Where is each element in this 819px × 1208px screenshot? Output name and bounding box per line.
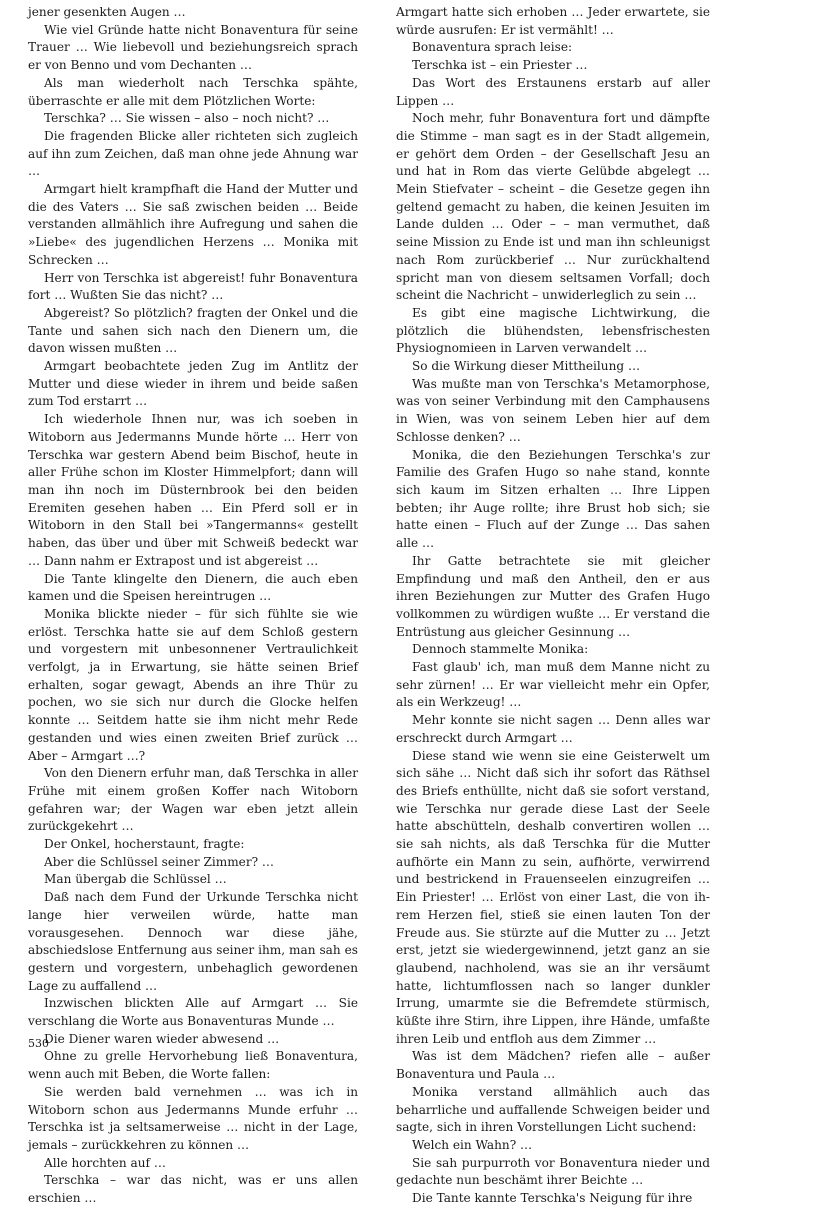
left-text-column [28, 4, 358, 1208]
paragraph: Die Diener waren wieder abwesend … [44, 1031, 280, 1046]
paragraph: Ohne zu grelle Hervorhebung ließ Bonaventura, wenn auch mit Beben, die Worte fallen: [28, 1049, 358, 1082]
paragraph: Abgereist? So plötzlich? fragten der Onkel und die Tante und sahen sich nach den Dienern um, die davon wissen mußten … [28, 305, 358, 356]
paragraph: Aber die Schlüssel seiner Zimmer? … [44, 854, 275, 869]
paragraph: Terschka – war das nicht, was er uns allen erschien … [28, 1173, 358, 1206]
paragraph: Von den Dienern erfuhr man, daß Terschka in aller Frühe mit einem großen Koffer nach Witoborn gefahren war; der Wagen war eben jetzt allein zurückgekehrt … [28, 766, 358, 834]
paragraph: Bonaventura sprach leise: [412, 40, 573, 55]
paragraph: Inzwischen blickten Alle auf Armgart … Sie verschlang die Worte aus Bonaventuras Munde … [28, 996, 358, 1029]
paragraph: Man übergab die Schlüssel … [44, 872, 227, 887]
paragraph: Diese stand wie wenn sie eine Geisterwelt um sich sähe … Nicht daß sich ihr sofort das Räthsel des Briefs enthüllte, nicht daß sie sofort verstand, wie Terschka nur gerade diese Last der Seele hatte abschütteln, deshalb convertiren wollen … sie sah nichts, als daß Terschka für die Mutter aufhörte ein Mann zu sein, aufhörte, verwirrend und bestrickend in Frauenseelen einzugreifen … Ein Priester! … Erlöst von einer Last, die von ihrem Herzen fiel, stieß sie einen lauten Ton der Freude aus. Sie stürzte auf die Mutter zu … Jetzt erst, jetzt sie wiedergewinnend, jetzt ganz an sie glaubend, nachholend, was sie an ihr versäumt hatte, lichtumflossen nach so langer dunkler Irrung, umarmte sie die Befremdete stürmisch, küßte ihre Stirn, ihre Lippen, ihre Hände, umfaßte ihren Leib und entfloh aus dem Zimmer … [396, 748, 710, 1046]
paragraph: Fast glaub' ich, man muß dem Manne nicht zu sehr zürnen! … Er war vielleicht mehr ein Opfer, als ein Werkzeug! … [396, 660, 710, 710]
paragraph: Mehr konnte sie nicht sagen … Denn alles war erschreckt durch Armgart … [396, 713, 710, 745]
paragraph: Die Tante klingelte den Dienern, die auch eben kamen und die Speisen hereintrugen … [28, 571, 358, 604]
paragraph: Herr von Terschka ist abgereist! fuhr Bonaventura fort … Wußten Sie das nicht? … [28, 270, 358, 303]
paragraph: Armgart hatte sich erhoben … Jeder erwartete, sie würde ausrufen: Er ist vermählt! … [396, 5, 710, 37]
paragraph: Das Wort des Erstaunens erstarb auf aller Lippen … [396, 75, 710, 108]
paragraph: Welch ein Wahn? … [412, 1138, 533, 1152]
paragraph: Terschka? … Sie wissen – also – noch nicht? … [44, 111, 330, 126]
page-number: 530 [28, 1037, 49, 1050]
paragraph: Was ist dem Mädchen? riefen alle – außer Bonaventura und Paula … [396, 1049, 710, 1082]
paragraph: Noch mehr, fuhr Bonaventura fort und dämpfte die Stimme – man sagt es in der Stadt allgemein, er gehört dem Orden – der Gesellschaft Jesu an und hat in Rom das vierte Gelübde abgelegt … Mein Stiefvater – scheint – die Gesetze gegen ihn geltend gemacht zu haben, die keinen Jesuiten im Lande dulden … Oder – – man vermuthet, daß seine Mission zu Ende ist und man ihn schleunigst nach Rom zurückberief … Nur zurückhaltend spricht man von diesem seltsamen Vorfall; doch scheint die Nachricht – unwiderleglich zu sein … [396, 111, 710, 303]
paragraph: Was mußte man von Terschka's Metamorphose, was von seiner Verbindung mit den Camphausens in Wien, was von seinem Leben hier auf dem Schlosse denken? … [396, 376, 710, 444]
paragraph: So die Wirkung dieser Mittheilung … [412, 359, 641, 374]
paragraph: Monika verstand allmählich auch das beharrliche und auffallende Schweigen beider und sagte, sich in ihren Vorstellungen Licht suchend: [396, 1084, 710, 1135]
paragraph: Der Onkel, hocherstaunt, fragte: [44, 837, 245, 852]
paragraph: Armgart beobachtete jeden Zug im Antlitz der Mutter und diese wieder in ihrem und beide saßen zum Tod erstarrt … [28, 359, 358, 409]
paragraph: Monika blickte nieder – für sich fühlte sie wie erlöst. Terschka hatte sie auf dem Schloß gestern und vorgestern mit unbesonnener Vertraulichkeit verfolgt, ja in Erwartung, sie hätte seinen Brief erhalten, sogar gewagt, Abends an ihre Thür zu pochen, wo sie sich nur durch die Glocke helfen konnte … Seitdem hatte sie ihm nicht mehr Rede gestanden und wies einen zweiten Brief zurück … Aber – Armgart …? [28, 606, 358, 763]
paragraph: jener gesenkten Augen … [28, 5, 186, 19]
paragraph: Dennoch stammelte Monika: [412, 642, 589, 657]
paragraph: Armgart hielt krampfhaft die Hand der Mutter und die des Vaters … Sie saß zwischen beiden … Beide verstanden allmählich ihre Aufregung und sahen die »Liebe« des jugendlichen Herzens … Monika mit Schrecken … [28, 182, 358, 267]
right-text-column [396, 4, 710, 1208]
paragraph: Terschka ist – ein Priester … [412, 58, 588, 73]
paragraph: Ich wiederhole Ihnen nur, was ich soeben in Witoborn aus Jedermanns Munde hörte … Herr von Terschka war gestern Abend beim Bischof, heute in aller Frühe schon im Kloster Himmelpfort; dann will man ihn noch im Düsternbrook bei den beiden Eremiten gesehen haben … Ein Pferd soll er in Witoborn in den Stall bei »Tangermanns« gestellt haben, das über und über mit Schweiß bedeckt war … Dann nahm er Extrapost und ist abgereist … [28, 412, 358, 568]
paragraph: Als man wiederholt nach Terschka spähte, überraschte er alle mit dem Plötzlichen Worte: [28, 75, 358, 108]
paragraph: Daß nach dem Fund der Urkunde Terschka nicht lange hier verweilen würde, hatte man vorausgesehen. Dennoch war diese jähe, abschiedslose Entfernung aus seiner ihm, man sah es gestern und vorgestern, unbehaglich gewordenen Lage zu auffallend … [28, 890, 358, 993]
paragraph: Sie sah purpurroth vor Bonaventura nieder und gedachte nun beschämt ihrer Beichte … [396, 1155, 710, 1188]
paragraph: Wie viel Gründe hatte nicht Bonaventura für seine Trauer … Wie liebevoll und beziehungsreich sprach er von Benno und vom Dechanten … [28, 22, 358, 73]
paragraph: Alle horchten auf … [44, 1155, 166, 1170]
paragraph: Die Tante kannte Terschka's Neigung für ihre [412, 1191, 693, 1206]
paragraph: Die fragenden Blicke aller richteten sich zugleich auf ihn zum Zeichen, daß man ohne jede Ahnung war … [28, 128, 358, 179]
paragraph: Es gibt eine magische Lichtwirkung, die plötzlich die blühendsten, lebensfrischesten Physiognomieen in Larven verwandelt … [396, 305, 710, 356]
paragraph: Ihr Gatte betrachtete sie mit gleicher Empfindung und maß den Antheil, den er aus ihren Beziehungen zur Mutter des Grafen Hugo vollkommen zu würdigen wußte … Er verstand die Entrüstung aus gleicher Gesinnung … [396, 553, 710, 639]
paragraph: Sie werden bald vernehmen … was ich in Witoborn schon aus Jedermanns Munde erfuhr … Terschka ist ja seltsamerweise … nicht in der Lage, jemals – zurückkehren zu können … [28, 1084, 358, 1152]
paragraph: Monika, die den Beziehungen Terschka's zur Familie des Grafen Hugo so nahe stand, konnte sich kaum im Sitzen erhalten … Ihre Lippen bebten; ihr Auge rollte; ihre Brust hob sich; sie hatte einen – Fluch auf der Zunge … Das sahen alle … [396, 447, 710, 551]
